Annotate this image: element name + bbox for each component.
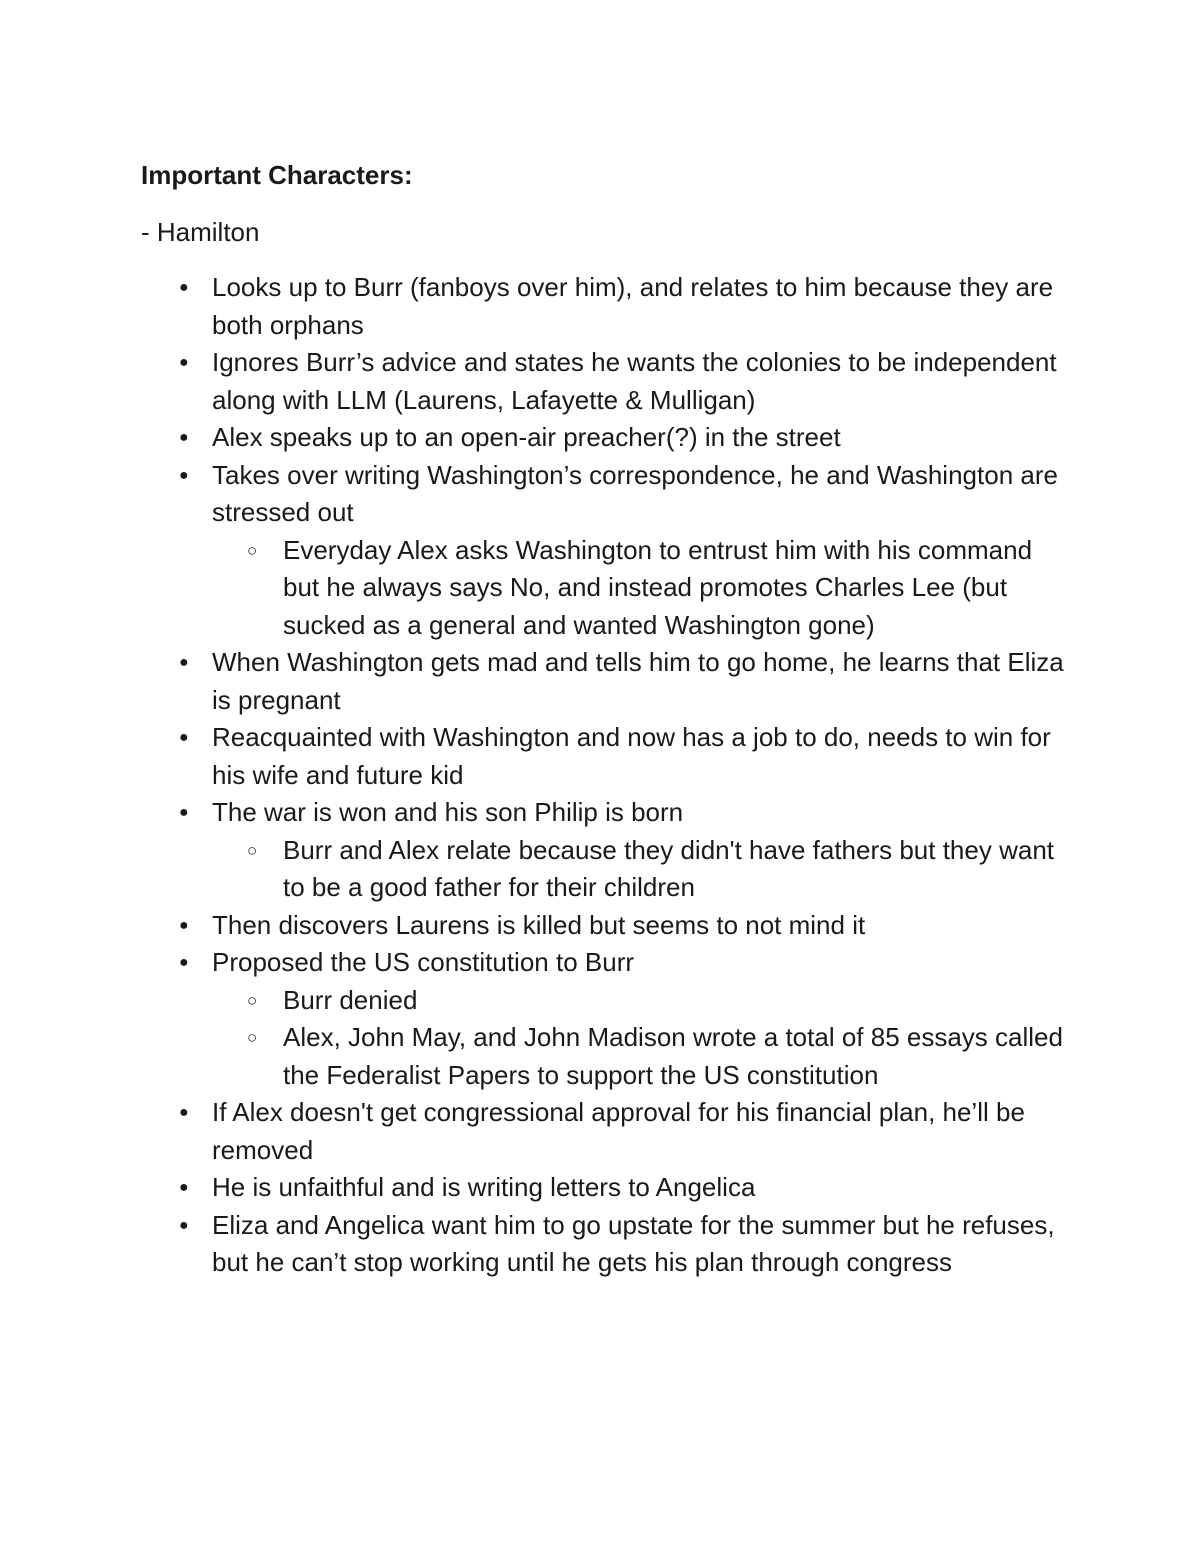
bullet-icon: ● (179, 1216, 189, 1234)
bullet-icon: ● (179, 804, 189, 821)
sub-list-item-text: Alex, John May, and John Madison wrote a total of 85 essays called the Federalist Papers to support the US constitution (283, 1022, 1063, 1090)
list-item-text: Ignores Burr’s advice and states he wants the colonies to be independent along with LLM (Laurens, Lafayette & Mulligan) (212, 347, 1057, 415)
hollow-bullet-icon: ○ (247, 540, 258, 560)
list-item (141, 1169, 1071, 1207)
hollow-bullet-icon: ○ (247, 990, 258, 1010)
sub-list-item-text: Burr denied (283, 984, 418, 1015)
list-item-text: Reacquainted with Washington and now has a job to do, needs to win for his wife and future kid (212, 722, 1051, 790)
hollow-bullet-icon: ○ (247, 840, 258, 860)
list-item (141, 269, 1071, 344)
list-item-text: Alex speaks up to an open-air preacher(?) in the street (212, 422, 841, 452)
character-subject: - Hamilton (141, 217, 260, 247)
bullet-icon: ● (179, 954, 189, 971)
list-item-text: The war is won and his son Philip is born (212, 797, 684, 827)
bullet-icon: ● (179, 729, 189, 746)
bullet-icon: ● (179, 429, 189, 446)
list-item (141, 907, 1071, 945)
list-item (141, 1207, 1071, 1282)
list-item-text: Then discovers Laurens is killed but seems to not mind it (212, 909, 866, 940)
list-item-text: Proposed the US constitution to Burr (212, 947, 635, 977)
bullet-icon: ● (179, 354, 189, 371)
list-item (141, 644, 1071, 719)
hollow-bullet-icon: ○ (247, 1028, 258, 1047)
sub-list-item-text: Everyday Alex asks Washington to entrust him with his command but he always says No, and instead promotes Charles Lee (but sucked as a general and wanted Washington gone) (283, 534, 1033, 640)
list-item-text: Takes over writing Washington’s correspondence, he and Washington are stressed out (212, 459, 1058, 527)
sub-list-item (212, 832, 1071, 907)
sub-list (212, 532, 1071, 645)
list-item (141, 944, 1071, 1094)
list-item-text: When Washington gets mad and tells him to go home, he learns that Eliza is pregnant (212, 647, 1064, 715)
list-item (141, 419, 1071, 457)
page-heading: Important Characters: (141, 160, 413, 190)
sub-list-item (212, 1019, 1071, 1094)
bullet-icon: ● (179, 279, 189, 296)
list-item (141, 344, 1071, 419)
character-notes-list (141, 269, 1071, 1282)
sub-list (212, 982, 1071, 1095)
document-content (141, 158, 1071, 1282)
list-item (141, 719, 1071, 794)
sub-list-item (212, 532, 1071, 645)
list-item (141, 457, 1071, 645)
bullet-icon: ● (179, 1179, 189, 1196)
list-item-text: He is unfaithful and is writing letters to Angelica (212, 1172, 756, 1202)
sub-list-item (212, 982, 1071, 1020)
list-item (141, 1094, 1071, 1169)
list-item-text: If Alex doesn't get congressional approval for his financial plan, he’ll be removed (212, 1097, 1025, 1165)
list-item-text: Looks up to Burr (fanboys over him), and relates to him because they are both orphans (212, 272, 1054, 340)
sub-list (212, 832, 1071, 907)
bullet-icon: ● (179, 916, 189, 934)
bullet-icon: ● (179, 466, 189, 484)
bullet-icon: ● (179, 654, 189, 671)
list-item (141, 794, 1071, 907)
list-item-text: Eliza and Angelica want him to go upstate for the summer but he refuses, but he can’t stop working until he gets his plan through congress (212, 1209, 1055, 1277)
bullet-icon: ● (179, 1104, 189, 1121)
sub-list-item-text: Burr and Alex relate because they didn't have fathers but they want to be a good father for their children (283, 834, 1054, 902)
